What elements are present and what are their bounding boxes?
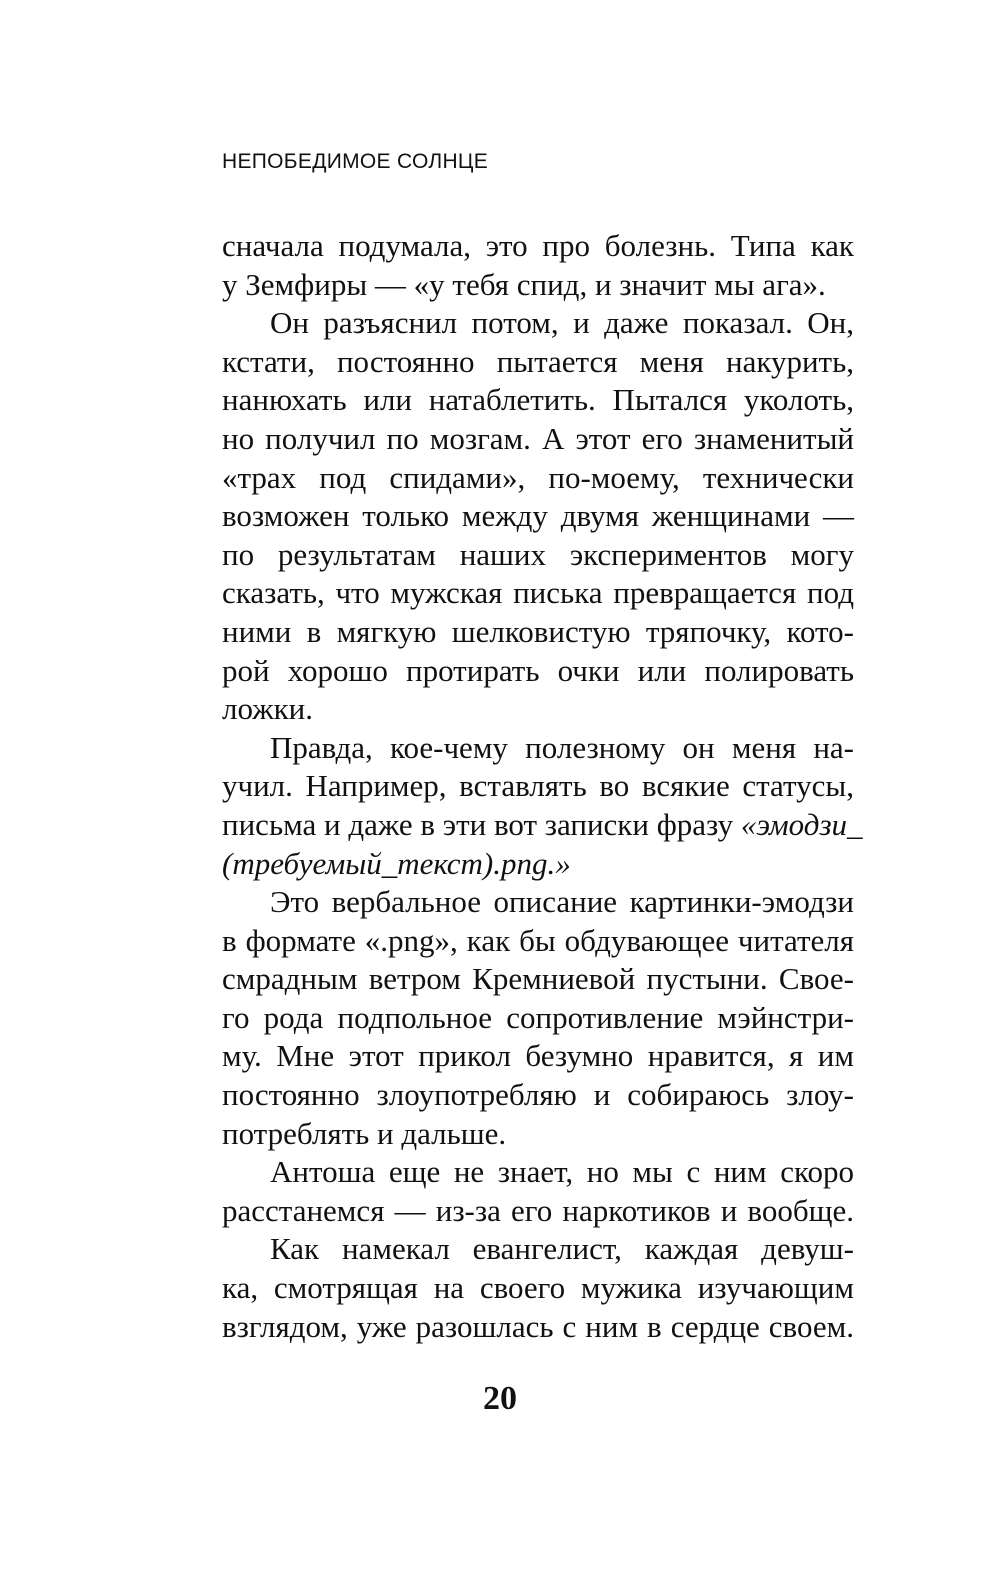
text-line: постоянно злоупотребляю и собираюсь злоу- bbox=[222, 1077, 854, 1113]
text-line: ложки. bbox=[222, 691, 314, 727]
text-line: сказать, что мужская писька превращается под bbox=[222, 575, 854, 611]
text-line: учил. Например, вставлять во всякие статусы, bbox=[222, 768, 854, 804]
text-line: потреблять и дальше. bbox=[222, 1115, 507, 1151]
text-line bbox=[222, 806, 863, 845]
text-line: му. Мне этот прикол безумно нравится, я им bbox=[222, 1038, 854, 1074]
text-line: Правда, кое-чему полезному он меня на- bbox=[270, 729, 854, 765]
text-line: Он разъяснил потом, и даже показал. Он, bbox=[270, 305, 854, 341]
text-line: возможен только между двумя женщинами — bbox=[222, 498, 854, 534]
page-number: 20 bbox=[483, 1380, 517, 1417]
text-line: но получил по мозгам. А этот его знаменитый bbox=[222, 420, 854, 456]
text-line: по результатам наших экспериментов могу bbox=[222, 536, 854, 572]
text-line: рой хорошо протирать очки или полировать bbox=[222, 652, 854, 688]
text-line: у Земфиры — «у тебя спид, и значит мы ага». bbox=[222, 266, 826, 302]
italic-phrase: «эмодзи_ bbox=[740, 806, 863, 842]
text-line: нанюхать или натаблетить. Пытался уколоть, bbox=[222, 382, 854, 418]
text-line: Это вербальное описание картинки-эмодзи bbox=[270, 884, 854, 920]
text-line: го рода подпольное сопротивление мэйнстри- bbox=[222, 999, 854, 1035]
text-line: Как намекал евангелист, каждая девуш- bbox=[270, 1231, 854, 1267]
text-line: (требуемый_текст).png.» bbox=[222, 845, 571, 881]
text-line: взглядом, уже разошлась с ним в сердце своем. bbox=[222, 1308, 854, 1344]
text-line: в формате «.png», как бы обдувающее читателя bbox=[222, 922, 854, 958]
text-run: письма и даже в эти вот записки фразу bbox=[222, 806, 741, 842]
text-line: кстати, постоянно пытается меня накурить, bbox=[222, 343, 854, 379]
text-line: «трах под спидами», по-моему, технически bbox=[222, 459, 854, 495]
running-head: НЕПОБЕДИМОЕ СОЛНЦЕ bbox=[222, 150, 489, 173]
text-line: смрадным ветром Кремниевой пустыни. Свое- bbox=[222, 961, 854, 997]
text-line: ними в мягкую шелковистую тряпочку, кото- bbox=[222, 613, 854, 649]
text-line: расстанемся — из-за его наркотиков и вообще. bbox=[222, 1192, 854, 1228]
text-line: ка, смотрящая на своего мужика изучающим bbox=[222, 1270, 854, 1306]
text-line: Антоша еще не знает, но мы с ним скоро bbox=[270, 1154, 854, 1190]
body-text bbox=[222, 227, 863, 1346]
text-line: сначала подумала, это про болезнь. Типа как bbox=[222, 228, 854, 263]
